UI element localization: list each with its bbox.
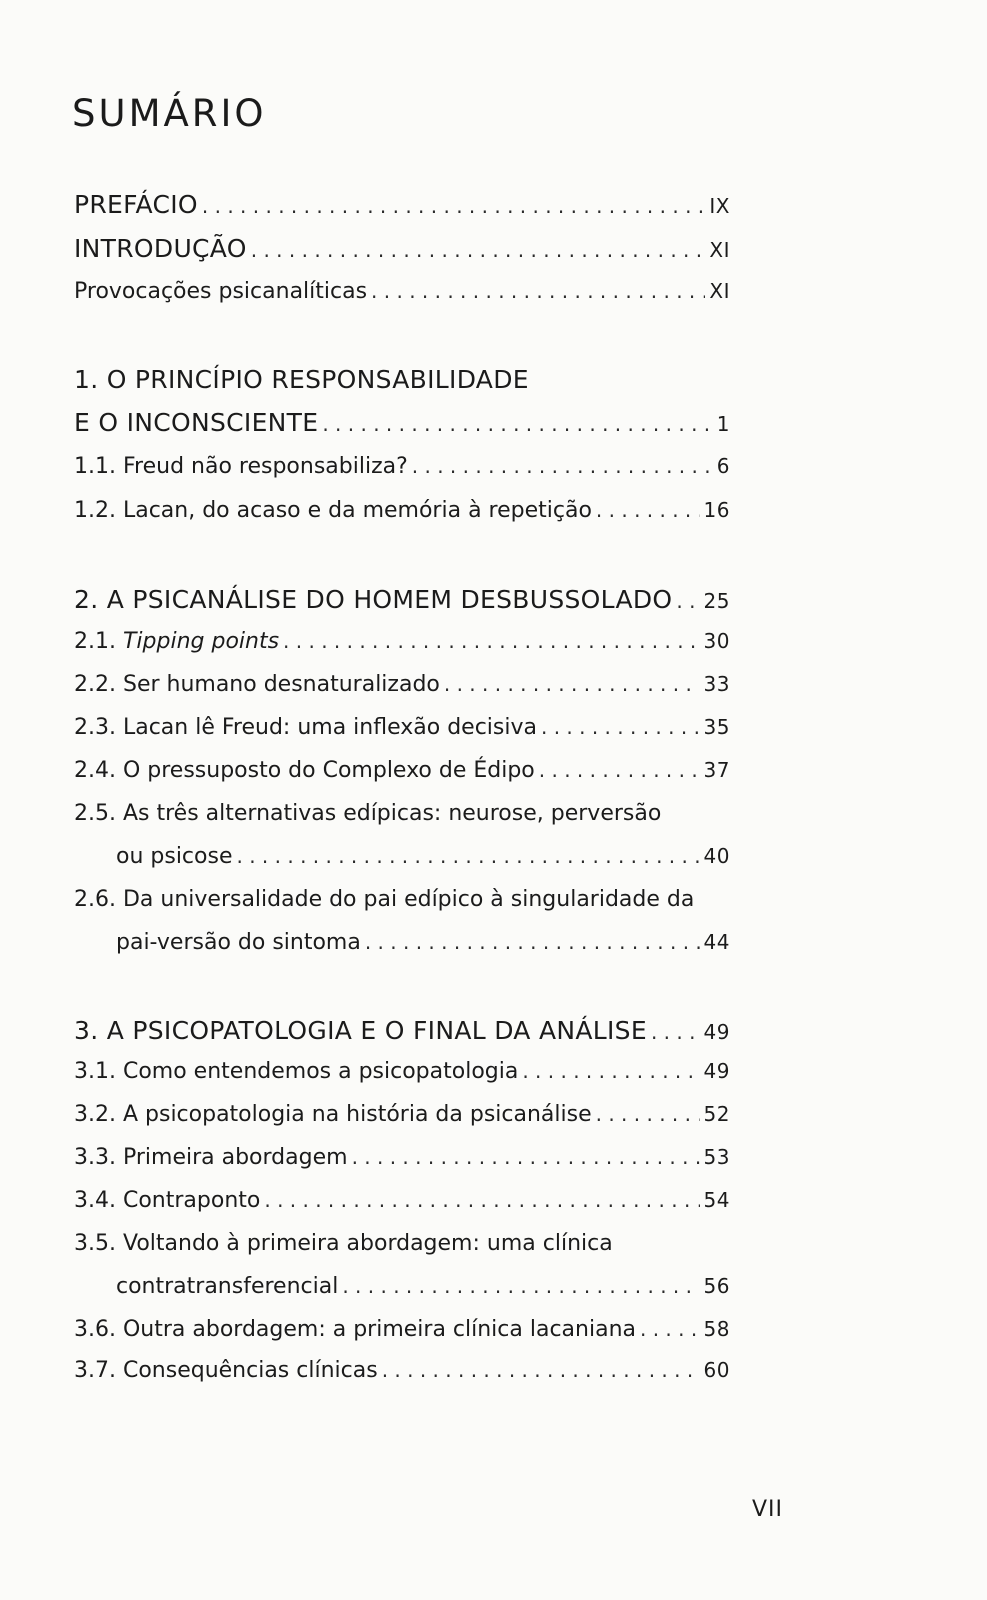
toc-entry-label: pai-versão do sintoma <box>116 930 361 955</box>
toc-page-number: 33 <box>703 672 730 696</box>
toc-entry-introducao[interactable] <box>74 234 730 270</box>
toc-entry-label: 3.7. Consequências clínicas <box>74 1358 378 1383</box>
toc-entry-2-1[interactable] <box>74 629 730 665</box>
toc-entry-prefacio[interactable] <box>74 190 730 226</box>
toc-page-number: IX <box>709 194 730 218</box>
toc-page-number: 60 <box>703 1358 730 1382</box>
toc-page-number: 30 <box>703 629 730 653</box>
dot-leader <box>237 844 700 868</box>
toc-page-number: 1 <box>716 412 730 436</box>
toc-entry-3-6[interactable] <box>74 1317 730 1353</box>
toc-entry-1-2[interactable] <box>74 498 730 534</box>
toc-entry-2-6[interactable] <box>116 930 730 966</box>
toc-entry-label: 2.5. As três alternativas edípicas: neurose, perversão <box>74 801 662 826</box>
dot-leader <box>541 715 700 739</box>
dot-leader <box>352 1145 700 1169</box>
toc-page-number: 49 <box>703 1020 730 1044</box>
toc-page-number: 44 <box>703 930 730 954</box>
toc-entry-label: 3.1. Como entendemos a psicopatologia <box>74 1059 519 1084</box>
dot-leader <box>412 454 713 478</box>
toc-entry-chapter-1[interactable] <box>74 408 730 444</box>
dot-leader <box>371 279 705 303</box>
toc-entry-3-5[interactable] <box>116 1274 730 1310</box>
toc-entry-3-3[interactable] <box>74 1145 730 1181</box>
toc-entry-label: Provocações psicanalíticas <box>74 279 368 304</box>
dot-leader <box>251 238 706 262</box>
toc-entry-3-4[interactable] <box>74 1188 730 1224</box>
chapter-heading: 3. A PSICOPATOLOGIA E O FINAL DA ANÁLISE <box>74 1016 647 1045</box>
dot-leader <box>596 1102 700 1126</box>
toc-entry-2-5-line1[interactable] <box>74 801 661 837</box>
dot-leader <box>264 1188 699 1212</box>
toc-page-number: 53 <box>703 1145 730 1169</box>
toc-entry-2-2[interactable] <box>74 672 730 708</box>
toc-entry-2-5[interactable] <box>116 844 730 880</box>
toc-page-number: 25 <box>703 589 730 613</box>
toc-entry-label: 3.6. Outra abordagem: a primeira clínica lacaniana <box>74 1317 636 1342</box>
toc-entry-chapter-3[interactable] <box>74 1016 730 1052</box>
chapter-heading: E O INCONSCIENTE <box>74 408 319 437</box>
toc-page-number: 49 <box>703 1059 730 1083</box>
toc-entry-label: 3.4. Contraponto <box>74 1188 261 1213</box>
toc-page-number: XI <box>709 279 730 303</box>
page-folio: VII <box>752 1497 784 1522</box>
section-number: 2.1. <box>74 629 116 654</box>
toc-page-number: 35 <box>703 715 730 739</box>
toc-page-number: XI <box>709 238 730 262</box>
toc-entry-label: 2.6. Da universalidade do pai edípico à singularidade da <box>74 887 695 912</box>
toc-entry-2-4[interactable] <box>74 758 730 794</box>
dot-leader <box>640 1317 700 1341</box>
toc-entry-label: 2.2. Ser humano desnaturalizado <box>74 672 440 697</box>
toc-page-number: 37 <box>703 758 730 782</box>
dot-leader <box>382 1358 700 1382</box>
toc-page-number: 40 <box>703 844 730 868</box>
toc-entry-label: PREFÁCIO <box>74 190 198 219</box>
toc-page-number: 54 <box>703 1188 730 1212</box>
toc-entry-3-7[interactable] <box>74 1358 730 1394</box>
toc-entry-provocacoes[interactable] <box>74 279 730 315</box>
chapter-heading: 2. A PSICANÁLISE DO HOMEM DESBUSSOLADO <box>74 585 673 614</box>
toc-entry-3-5-line1[interactable] <box>74 1231 613 1267</box>
dot-leader <box>444 672 700 696</box>
dot-leader <box>596 498 700 522</box>
toc-entry-2-6-line1[interactable] <box>74 887 694 923</box>
toc-entry-label: 2.4. O pressuposto do Complexo de Édipo <box>74 758 535 783</box>
toc-entry-label: 1.1. Freud não responsabiliza? <box>74 454 408 479</box>
toc-entry-2-3[interactable] <box>74 715 730 751</box>
dot-leader <box>322 412 712 436</box>
toc-entry-label: 3.2. A psicopatologia na história da psicanálise <box>74 1102 592 1127</box>
toc-entry-label: 1.2. Lacan, do acaso e da memória à repetição <box>74 498 592 523</box>
chapter-1-heading-line1[interactable] <box>74 365 529 401</box>
toc-entry-chapter-2[interactable] <box>74 585 730 621</box>
dot-leader <box>365 930 700 954</box>
dot-leader <box>202 194 705 218</box>
dot-leader <box>651 1020 700 1044</box>
dot-leader <box>342 1274 699 1298</box>
dot-leader <box>522 1059 699 1083</box>
toc-entry-1-1[interactable] <box>74 454 730 490</box>
toc-entry-label: contratransferencial <box>116 1274 339 1299</box>
dot-leader <box>539 758 700 782</box>
toc-entry-label: 2.3. Lacan lê Freud: uma inflexão decisiva <box>74 715 537 740</box>
section-title-italic: Tipping points <box>122 629 280 654</box>
toc-page-number: 16 <box>703 498 730 522</box>
toc-page-number: 58 <box>703 1317 730 1341</box>
toc-entry-3-1[interactable] <box>74 1059 730 1095</box>
toc-entry-label: INTRODUÇÃO <box>74 234 247 263</box>
toc-entry-label: ou psicose <box>116 844 233 869</box>
dot-leader <box>283 629 700 653</box>
chapter-heading: 1. O PRINCÍPIO RESPONSABILIDADE <box>74 365 529 394</box>
toc-page-number: 52 <box>703 1102 730 1126</box>
toc-entry-label: 3.3. Primeira abordagem <box>74 1145 348 1170</box>
toc-entry-label: 3.5. Voltando à primeira abordagem: uma clínica <box>74 1231 613 1256</box>
toc-entry-label <box>74 629 279 654</box>
toc-entry-3-2[interactable] <box>74 1102 730 1138</box>
toc-page-number: 56 <box>703 1274 730 1298</box>
dot-leader <box>676 589 699 613</box>
toc-page-number: 6 <box>716 454 730 478</box>
page-title: SUMÁRIO <box>72 92 267 135</box>
